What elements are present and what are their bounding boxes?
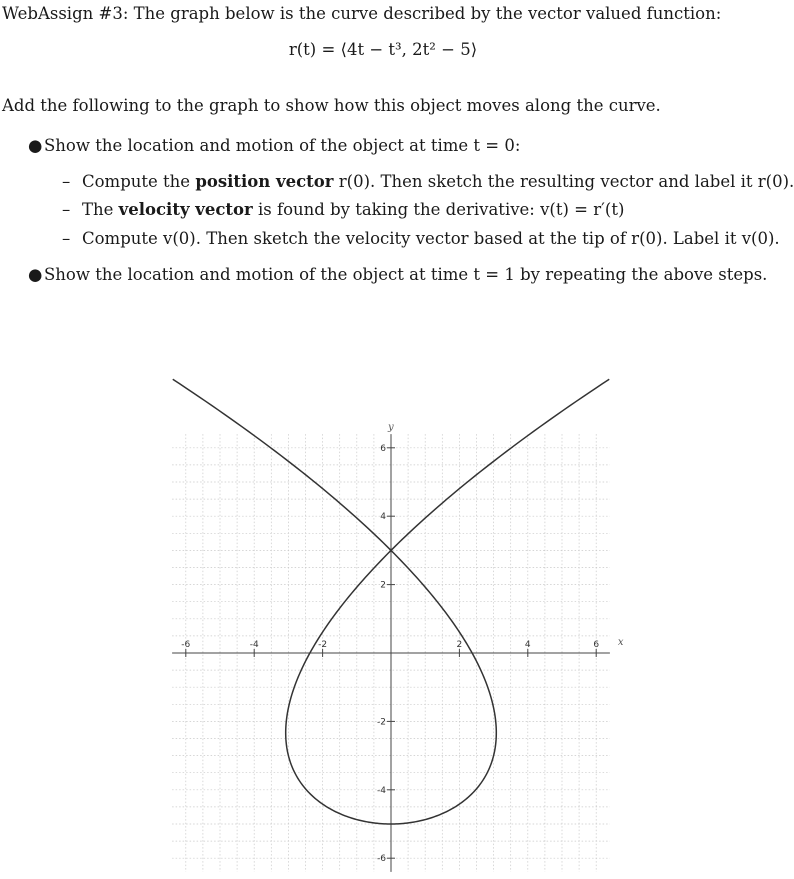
subitem-text: r(0). Then sketch the resulting vector and label it r(0). — [333, 172, 794, 191]
problem-header: WebAssign #3: The graph below is the curve described by the vector valued function: — [2, 4, 722, 23]
tick-labels — [181, 444, 599, 864]
formula-lhs: r(t) = — [288, 40, 341, 59]
y-tick-label: -4 — [377, 785, 386, 796]
y-tick-label: -2 — [377, 717, 386, 728]
instructions-intro: Add the following to the graph to show how this object moves along the curve. — [2, 96, 661, 115]
x-tick-label: -4 — [249, 640, 259, 650]
subitem-text: is found by taking the derivative: v(t) = r′(t) — [252, 200, 625, 219]
curve-graph — [170, 416, 624, 876]
vector-function-formula — [0, 40, 766, 59]
x-tick-label: 6 — [593, 640, 600, 650]
term-velocity-vector: velocity vector — [118, 200, 253, 219]
y-tick-label: 4 — [380, 512, 386, 523]
subitem-position-vector — [62, 172, 794, 191]
axes — [172, 434, 610, 872]
y-tick-label: -6 — [377, 854, 386, 865]
formula-rhs: ⟨4t − t³, 2t² − 5⟩ — [340, 40, 478, 59]
x-tick-label: 4 — [524, 640, 531, 650]
dash-icon: – — [62, 172, 71, 191]
x-tick-label: 2 — [456, 640, 463, 650]
bullet-item-t0 — [28, 136, 520, 155]
bullet-icon: ● — [28, 265, 43, 284]
subitem-text: The — [82, 200, 119, 219]
x-tick-label: -2 — [318, 640, 328, 650]
bullet-item-t1 — [28, 265, 767, 284]
subitem-text: Compute v(0). Then sketch the velocity vector based at the tip of r(0). Label it v(0). — [82, 229, 780, 248]
dash-icon: – — [62, 200, 71, 219]
y-tick-label: 2 — [380, 580, 386, 591]
y-axis-label: y — [388, 422, 394, 434]
x-axis-label: x — [617, 637, 624, 648]
subitem-velocity-compute — [62, 229, 780, 248]
bullet-icon: ● — [28, 136, 43, 155]
dash-icon: – — [62, 229, 71, 248]
bullet-text: Show the location and motion of the object at time t = 1 by repeating the above steps. — [44, 265, 768, 284]
y-tick-label: 6 — [380, 443, 386, 454]
subitem-velocity-definition — [62, 200, 624, 219]
term-position-vector: position vector — [195, 172, 334, 191]
bullet-text: Show the location and motion of the object at time t = 0: — [44, 136, 521, 155]
x-tick-label: -6 — [181, 640, 191, 650]
subitem-text: Compute the — [82, 172, 196, 191]
